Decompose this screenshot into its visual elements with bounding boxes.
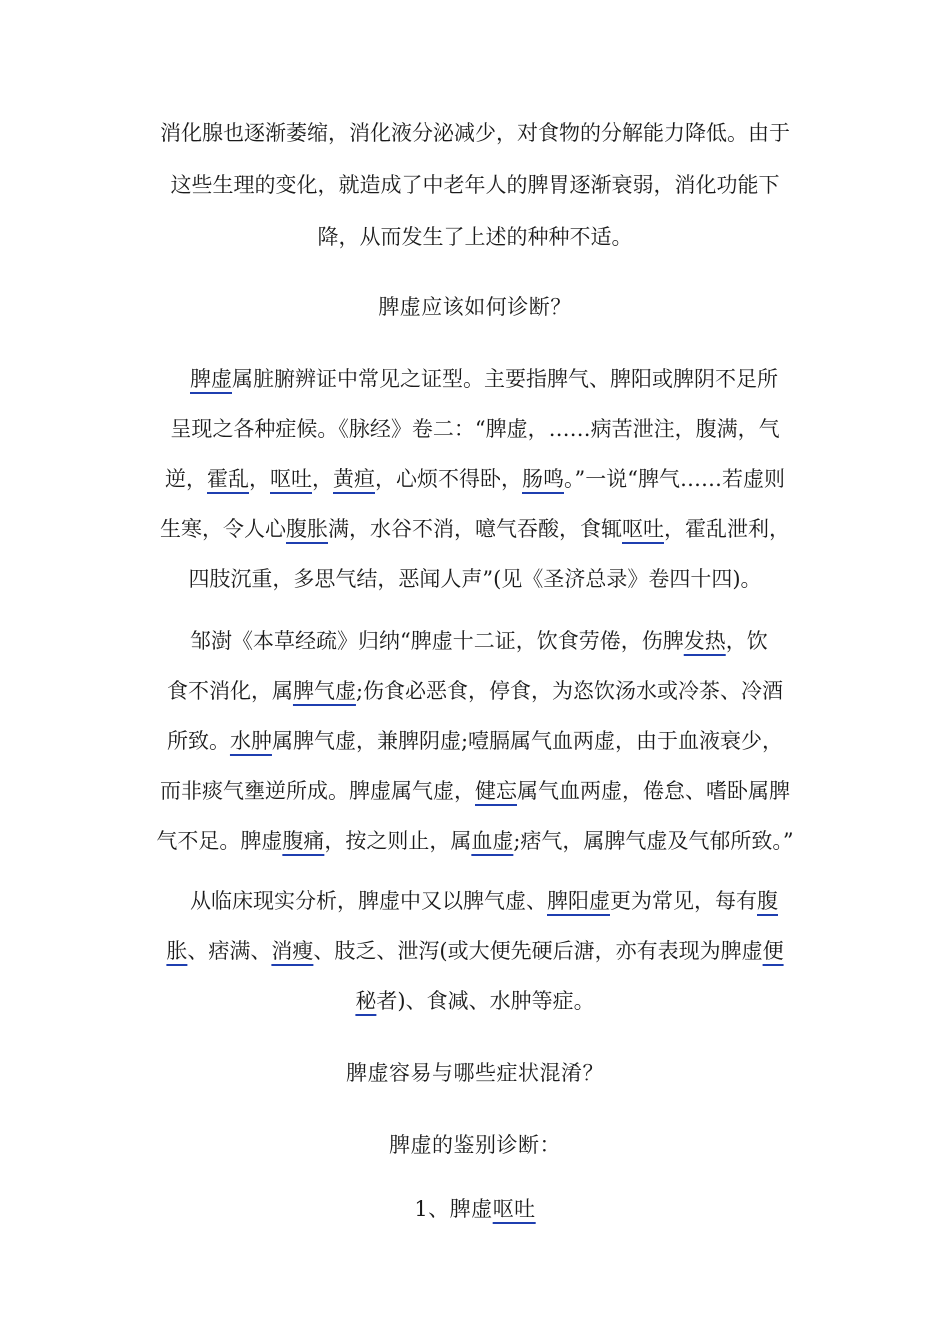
- hyperlink-term[interactable]: 消瘦: [271, 939, 314, 963]
- text-segment: 、痞满、: [187, 939, 272, 963]
- text-segment: 逆，: [165, 467, 207, 491]
- section-heading: [0, 1130, 950, 1160]
- section-heading: [0, 1058, 950, 1088]
- text-segment: 。”一说“脾气……若虚则: [564, 467, 785, 491]
- text-segment: 食不消化，属: [166, 679, 293, 703]
- hyperlink-term[interactable]: 脾虚: [190, 367, 232, 391]
- text-segment: ;伤食必恶食，停食，为恣饮汤水或冷茶、冷酒: [355, 679, 784, 703]
- text-segment: 降，从而发生了上述的种种不适。: [317, 225, 633, 249]
- text-line: [0, 514, 950, 544]
- hyperlink-term[interactable]: 呕吐: [622, 517, 664, 541]
- text-line: [0, 364, 950, 394]
- text-segment: ，饮: [725, 629, 768, 653]
- text-segment: ，霍乱泄利，: [664, 517, 790, 541]
- text-line: [0, 826, 950, 856]
- hyperlink-term[interactable]: 腹胀: [286, 517, 328, 541]
- text-line: [0, 936, 950, 966]
- text-line: [0, 986, 950, 1016]
- text-segment: 气不足。脾虚: [156, 829, 283, 853]
- text-segment: 这些生理的变化，就造成了中老年人的脾胃逐渐衰弱，消化功能下: [170, 173, 780, 197]
- text-segment: 脾虚的鉴别诊断：: [389, 1133, 561, 1157]
- text-segment: 四肢沉重，多思气结，恶闻人声”(见《圣济总录》卷四十四)。: [188, 567, 762, 591]
- text-line: [0, 776, 950, 806]
- section-heading: [0, 292, 950, 322]
- text-line: [0, 886, 950, 916]
- hyperlink-term[interactable]: 霍乱: [207, 467, 249, 491]
- text-segment: 1、脾虚: [414, 1197, 493, 1221]
- hyperlink-term[interactable]: 水肿: [229, 729, 272, 753]
- text-segment: 更为常见，每有: [610, 889, 757, 913]
- hyperlink-term[interactable]: 呕吐: [492, 1197, 536, 1221]
- text-line: [0, 170, 950, 200]
- text-segment: 所致。: [166, 729, 230, 753]
- hyperlink-term[interactable]: 腹: [757, 889, 778, 913]
- text-segment: 而非痰气壅逆所成。脾虚属气虚，: [160, 779, 475, 803]
- hyperlink-term[interactable]: 胀: [166, 939, 188, 963]
- text-segment: 从临床现实分析，脾虚中又以脾气虚、: [190, 889, 547, 913]
- hyperlink-term[interactable]: 血虚: [471, 829, 514, 853]
- hyperlink-term[interactable]: 肠鸣: [522, 467, 564, 491]
- hyperlink-term[interactable]: 健忘: [475, 779, 517, 803]
- hyperlink-term[interactable]: 脾阳虚: [547, 889, 610, 913]
- text-line: [0, 414, 950, 444]
- text-line: [0, 222, 950, 252]
- hyperlink-term[interactable]: 黄疸: [333, 467, 375, 491]
- text-segment: 呈现之各种症候。《脉经》卷二：“脾虚，……病苦泄注，腹满，气: [170, 417, 780, 441]
- hyperlink-term[interactable]: 便: [762, 939, 784, 963]
- text-segment: 者)、食减、水肿等症。: [376, 989, 595, 1013]
- text-line: [0, 676, 950, 706]
- text-line: [0, 626, 950, 656]
- text-segment: 属脏腑辨证中常见之证型。主要指脾气、脾阳或脾阴不足所: [232, 367, 778, 391]
- list-item-heading: [0, 1194, 950, 1224]
- text-line: [0, 726, 950, 756]
- text-line: [0, 464, 950, 494]
- text-segment: 消化腺也逐渐萎缩，消化液分泌减少，对食物的分解能力降低。由于: [160, 121, 790, 145]
- text-segment: ，按之则止，属: [324, 829, 472, 853]
- text-segment: ，: [249, 467, 270, 491]
- hyperlink-term[interactable]: 呕吐: [270, 467, 312, 491]
- text-line: [0, 564, 950, 594]
- text-segment: ;痞气，属脾气虚及气郁所致。”: [513, 829, 794, 853]
- hyperlink-term[interactable]: 脾气虚: [292, 679, 356, 703]
- text-segment: 满，水谷不消，噫气吞酸，食辄: [328, 517, 622, 541]
- hyperlink-term[interactable]: 秘: [355, 989, 377, 1013]
- text-segment: 脾虚容易与哪些症状混淆？: [346, 1061, 604, 1085]
- text-segment: 、肢乏、泄泻(或大便先硬后溏，亦有表现为脾虚: [313, 939, 763, 963]
- text-line: [0, 118, 950, 148]
- hyperlink-term[interactable]: 发热: [683, 629, 726, 653]
- text-segment: 属气血两虚，倦怠、嗜卧属脾: [517, 779, 790, 803]
- text-segment: 属脾气虚，兼脾阴虚;噎膈属气血两虚，由于血液衰少，: [271, 729, 784, 753]
- text-segment: 生寒，令人心: [160, 517, 286, 541]
- text-segment: 脾虚应该如何诊断？: [378, 295, 572, 319]
- text-segment: 邹澍《本草经疏》归纳“脾虚十二证，饮食劳倦，伤脾: [190, 629, 684, 653]
- text-segment: ，: [312, 467, 333, 491]
- text-segment: ，心烦不得卧，: [375, 467, 522, 491]
- hyperlink-term[interactable]: 腹痛: [282, 829, 325, 853]
